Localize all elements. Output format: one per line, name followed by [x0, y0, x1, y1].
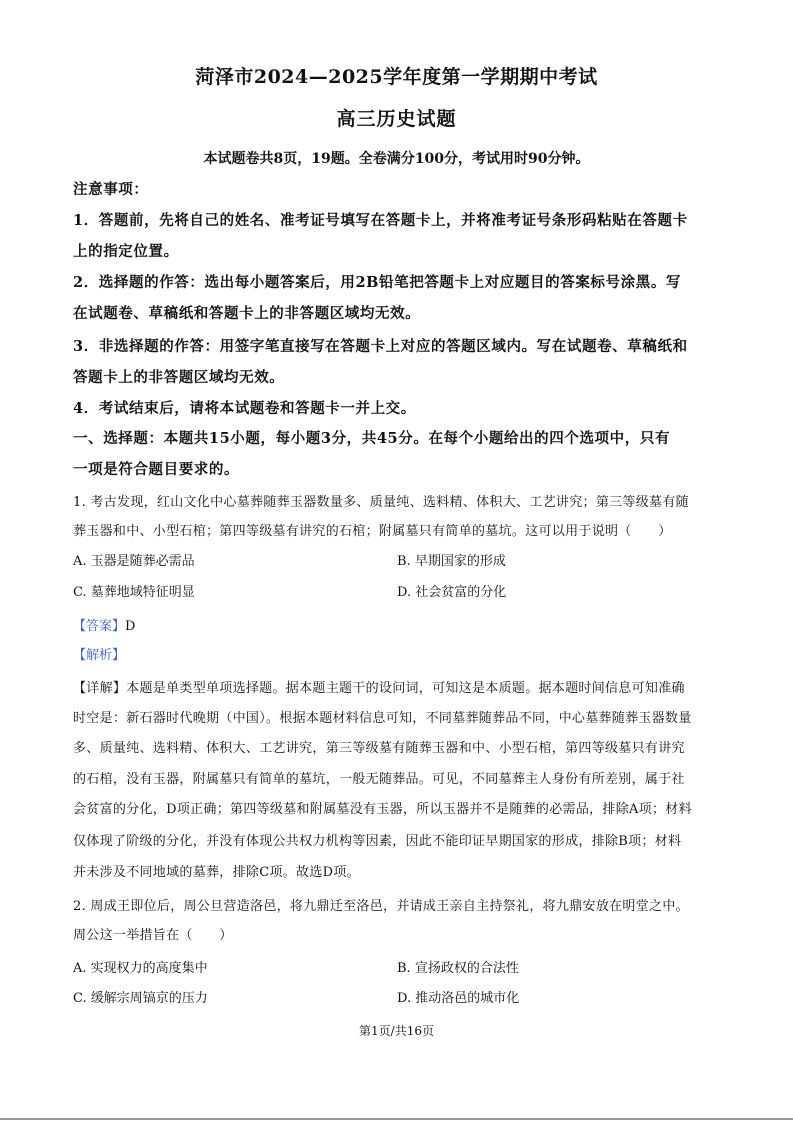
section-heading: 一、选择题：本题共15小题，每小题3分，共45分。在每个小题给出的四个选项中，只有: [73, 430, 671, 447]
answer-value: D: [125, 619, 136, 634]
exam-subject: 高三历史试题: [336, 108, 457, 130]
question-1-stem: 葬玉器和中、小型石棺；第四等级墓有讲究的石棺；附属墓只有简单的墓坑。这可以用于说明（ ）: [73, 524, 672, 539]
notes-heading: 注意事项：: [73, 181, 149, 198]
notes-line: 4．考试结束后，请将本试题卷和答题卡一并上交。: [73, 400, 416, 417]
notes-line: 上的指定位置。: [73, 243, 179, 260]
analysis-line: [73, 645, 125, 667]
question-1-option-a: A. 玉器是随葬必需品: [73, 554, 195, 569]
exam-title: 菏泽市2024—2025学年度第一学期期中考试: [195, 66, 598, 88]
question-1-stem: 1. 考古发现，红山文化中心墓葬随葬玉器数量多、质量纯、选料精、体积大、工艺讲究；第三等级墓有随: [73, 495, 689, 510]
notes-line: 3．非选择题的作答：用签字笔直接写在答题卡上对应的答题区域内。写在试题卷、草稿纸和: [73, 338, 688, 355]
question-2-option-c: C. 缓解宗周镐京的压力: [73, 991, 208, 1006]
detail-line: 【详解】本题是单类型单项选择题。据本题主题干的设问词，可知这是本质题。据本题时间信息可知准确: [73, 681, 685, 696]
detail-line: 时空是：新石器时代晚期（中国）。根据本题材料信息可知，不同墓葬随葬品不同，中心墓葬随葬玉器数量: [73, 711, 692, 726]
question-2-stem: 2. 周成王即位后，周公旦营造洛邑，将九鼎迁至洛邑，并请成王亲自主持祭礼，将九鼎安放在明堂之中。: [73, 899, 689, 914]
notes-line: 1．答题前，先将自己的姓名、准考证号填写在答题卡上，并将准考证号条形码粘贴在答题卡: [73, 212, 688, 229]
question-2-stem: 周公这一举措旨在（ ）: [73, 928, 233, 943]
question-2-option-b: B. 宣扬政权的合法性: [397, 961, 519, 976]
question-1-option-d: D. 社会贫富的分化: [397, 585, 507, 600]
answer-label: 【答案】: [73, 619, 126, 634]
section-heading: 一项是符合题目要求的。: [73, 461, 240, 478]
detail-line: 并未涉及不同地域的墓葬，排除C项。故选D项。: [73, 865, 360, 880]
answer-line: [73, 616, 135, 638]
notes-line: 答题卡上的非答题区域均无效。: [73, 369, 285, 386]
question-1-option-b: B. 早期国家的形成: [397, 554, 506, 569]
detail-line: 多、质量纯、选料精、体积大、工艺讲究，第三等级墓有随葬玉器和中、小型石棺，第四等级墓只有讲究: [73, 741, 685, 756]
notes-line: 2．选择题的作答：选出每小题答案后，用2B铅笔把答题卡上对应题目的答案标号涂黑。写: [73, 274, 682, 291]
notes-line: 在试题卷、草稿纸和答题卡上的非答题区域均无效。: [73, 305, 421, 322]
question-1-option-c: C. 墓葬地域特征明显: [73, 585, 195, 600]
detail-line: 的石棺，没有玉器，附属墓只有简单的墓坑，一般无随葬品。可见，不同墓葬主人身份有所差别，属于社: [73, 772, 685, 787]
exam-meta: 本试题卷共8页，19题。全卷满分100分，考试用时90分钟。: [203, 151, 590, 167]
detail-line: 仅体现了阶级的分化，并没有体现公共权力机构等因素，因此不能印证早期国家的形成，排除B项；材料: [73, 834, 682, 849]
bottom-divider: [0, 1118, 793, 1120]
analysis-label: 【解析】: [73, 648, 126, 663]
question-2-option-d: D. 推动洛邑的城市化: [397, 991, 520, 1006]
detail-line: 会贫富的分化，D项正确；第四等级墓和附属墓没有玉器，所以玉器并不是随葬的必需品，排除A项；材料: [73, 802, 692, 817]
question-2-option-a: A. 实现权力的高度集中: [73, 961, 208, 976]
page-footer: 第1页/共16页: [359, 1024, 434, 1038]
